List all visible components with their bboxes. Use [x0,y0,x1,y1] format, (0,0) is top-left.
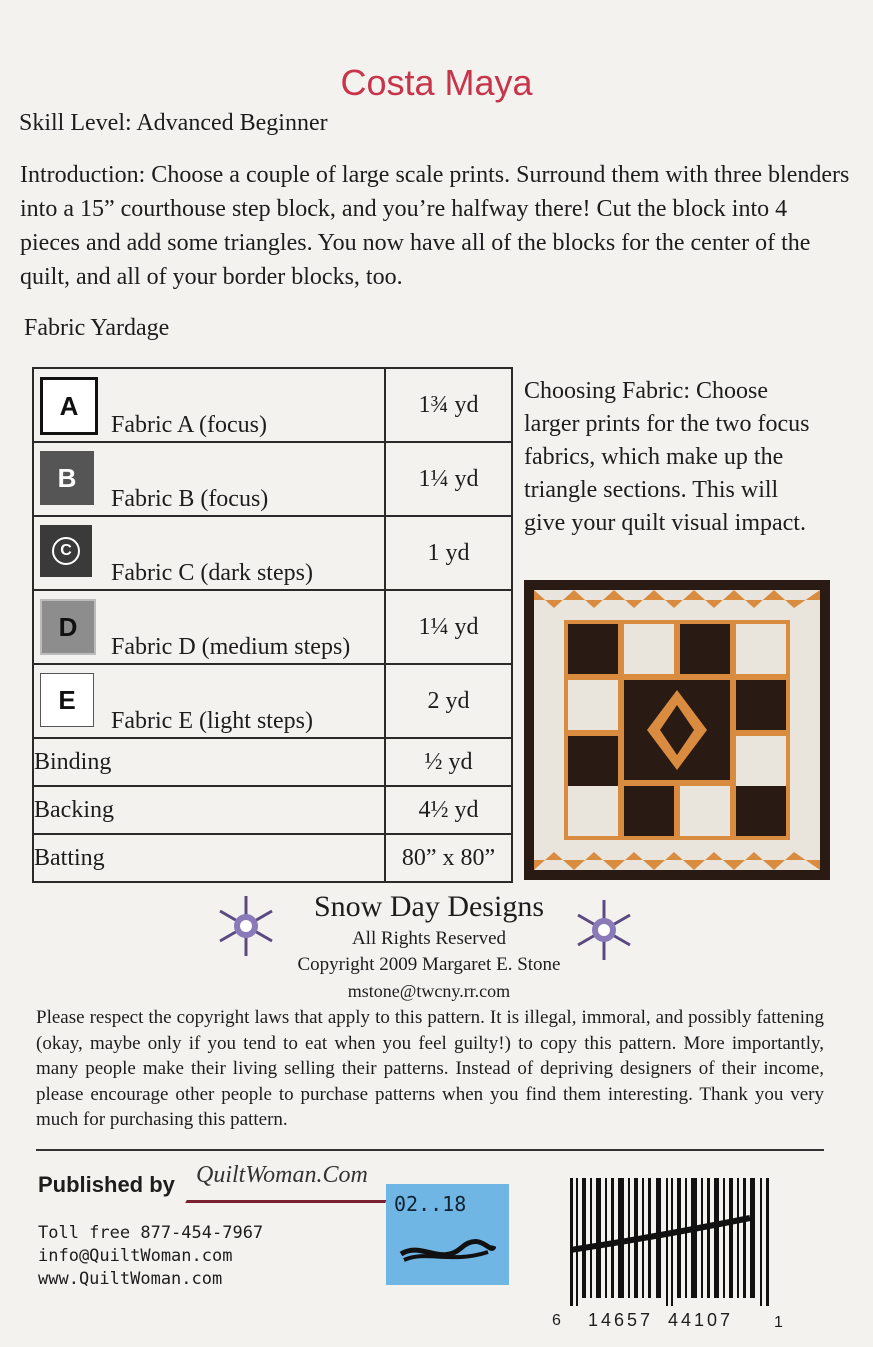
publisher-website: www.QuiltWoman.com [38,1269,223,1289]
barcode-right-digit: 1 [774,1314,783,1331]
fabric-amount: 2 yd [385,664,512,738]
fabric-yardage-heading: Fabric Yardage [24,315,170,341]
scribble-mark [396,1236,496,1266]
introduction-text: Introduction: Choose a couple of large scale prints. Surround them with three blenders into a 15” courthouse step block, and you’re halfway there! Cut the block into 4 pieces and add some triangles. You now have all of the blocks for the center of the quilt, and all of your border blocks, too. [20,162,850,290]
fabric-name: Fabric B (focus) [111,486,269,512]
skill-level: Skill Level: Advanced Beginner [19,110,328,136]
table-row [33,368,512,442]
table-row [33,738,512,786]
publisher-contact [38,1222,263,1291]
fabric-name: Fabric D (medium steps) [111,634,351,660]
quilt-image [524,580,830,880]
table-row [33,516,512,590]
divider [36,1149,824,1151]
sticker-code: 02..18 [394,1192,467,1216]
choosing-fabric-text: Choosing Fabric: Choose larger prints for the two focus fabrics, which make up the triangle sections. This will give your quilt visual impact. [524,378,810,536]
designer-name: Snow Day Designs [314,890,544,923]
table-row [33,442,512,516]
fabric-amount: 1¼ yd [385,442,512,516]
barcode-left-digit: 6 [552,1312,561,1329]
fabric-amount: 1¾ yd [385,368,512,442]
copyright-line: Copyright 2009 Margaret E. Stone [297,954,561,975]
designer-email: mstone@twcny.rr.com [347,981,511,1001]
fabric-d-icon: D [40,599,96,655]
fabric-amount: 1¼ yd [385,590,512,664]
fabric-c-icon: C [40,525,92,577]
table-row [33,834,512,882]
quiltwoman-logo: QuiltWoman.Com [196,1162,368,1188]
fabric-name: Fabric A (focus) [111,412,267,438]
barcode-group-2: 44107 [668,1310,734,1330]
published-by-label: Published by [38,1172,175,1197]
toll-free-number: Toll free 877-454-7967 [38,1223,264,1243]
table-row [33,786,512,834]
fabric-yardage-table [32,367,513,883]
table-row [33,664,512,738]
fabric-name: Fabric E (light steps) [111,708,313,734]
copyright-notice: Please respect the copyright laws that apply to this pattern. It is illegal, immoral, and possibly fattening (okay, maybe only if you tend to eat when you feel guilty!) to copy this pattern. More importantly, many people make their living selling their patterns. Instead of depriving designers of their income, please encourage other people to purchase patterns when you find them interesting. Thank you very much for purchasing this pattern. [36,1007,824,1130]
extra-amount: 80” x 80” [385,834,512,882]
table-row [33,590,512,664]
extra-name: Backing [33,786,385,834]
barcode [570,1178,776,1306]
extra-amount: ½ yd [385,738,512,786]
fabric-name: Fabric C (dark steps) [111,560,313,586]
fabric-a-icon: A [40,377,98,435]
rights-reserved: All Rights Reserved [351,928,507,949]
fabric-b-icon: B [40,451,94,505]
fabric-amount: 1 yd [385,516,512,590]
extra-name: Binding [33,738,385,786]
extra-name: Batting [33,834,385,882]
fabric-e-icon: E [40,673,94,727]
barcode-group-1: 14657 [588,1310,654,1330]
logo-underline [185,1200,387,1203]
price-sticker [386,1184,509,1285]
publisher-email: info@QuiltWoman.com [38,1246,233,1266]
extra-amount: 4½ yd [385,786,512,834]
page-title: Costa Maya [340,62,533,103]
